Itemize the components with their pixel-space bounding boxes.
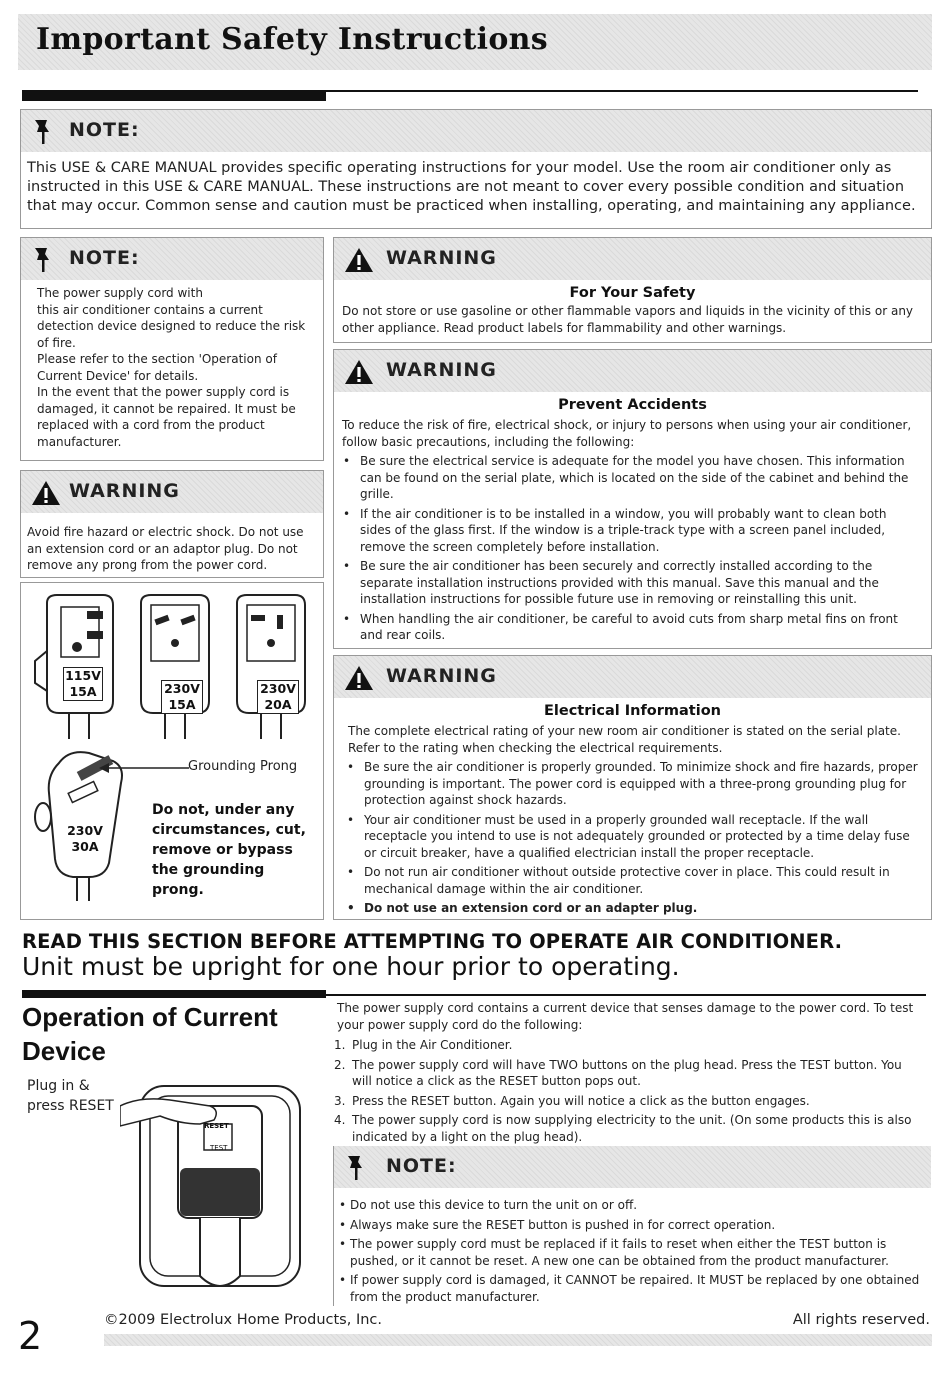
list-item: • Be sure the air conditioner is properly grounded. To minimize shock and fire hazards, proper grounding is important. The power cord is equipped with a three-prong grounding plug for protection against shock hazards. bbox=[342, 759, 920, 809]
operation-caption: Plug in & press RESET bbox=[27, 1078, 114, 1114]
warning-electrical-intro: The complete electrical rating of your new room air conditioner is stated on the serial plate. Refer to the rating when checking the electrical requirements. bbox=[348, 724, 901, 755]
list-item: • If power supply cord is damaged, it CANNOT be repaired. It MUST be replaced by one obtained from the product manufacturer. bbox=[334, 1272, 929, 1305]
step-text: The power supply cord is now supplying electricity to the unit. (On some products this is also indicated by a light on the plug head). bbox=[352, 1113, 912, 1144]
warning-electrical-header bbox=[334, 656, 931, 698]
note-left-line: Please refer to the section 'Operation of Current Device' for details. bbox=[37, 352, 277, 383]
plug-voltage: 230V bbox=[67, 823, 103, 838]
note-left-line: The power supply cord with bbox=[37, 286, 203, 300]
step-item bbox=[334, 1093, 924, 1110]
note-bottom-label: NOTE: bbox=[386, 1155, 457, 1177]
operation-title-2: Device bbox=[22, 1036, 106, 1066]
step-item bbox=[334, 1112, 924, 1145]
grounding-caution: Do not, under any circumstances, cut, remove or bypass the grounding prong. bbox=[152, 802, 306, 898]
note-left-panel bbox=[20, 237, 324, 461]
grounding-prong-label: Grounding Prong bbox=[188, 759, 298, 774]
warning-triangle-icon bbox=[31, 480, 61, 506]
plug-amperage: 15A bbox=[69, 684, 97, 699]
note-top-panel bbox=[20, 109, 932, 229]
list-item: • Your air conditioner must be used in a properly grounded wall receptacle. If the wall receptacle you intend to use is not adequately grounded or protected by a time delay fuse or circuit breaker, have a qualified electrician install the proper receptacle. bbox=[342, 812, 920, 862]
warning-electrical-label: WARNING bbox=[386, 665, 497, 687]
warning-electrical-title: Electrical Information bbox=[544, 703, 721, 719]
step-text: Plug in the Air Conditioner. bbox=[352, 1038, 513, 1052]
plug-115v-icon bbox=[29, 591, 125, 741]
step-number: 2. bbox=[334, 1057, 346, 1072]
banner-line-2: Unit must be upright for one hour prior to operating. bbox=[22, 952, 680, 981]
note-left-line: this air conditioner contains a current detection device designed to reduce the risk of fire. bbox=[37, 302, 306, 350]
pushpin-icon bbox=[344, 1152, 368, 1182]
note-left-line: In the event that the power supply cord is damaged, it cannot be repaired. It must be replaced with a cord from the product manufacturer. bbox=[37, 385, 296, 449]
note-left-header bbox=[21, 238, 323, 280]
warning-left-body: Avoid fire hazard or electric shock. Do not use an extension cord or an adaptor plug. Do not remove any prong from the power cord. bbox=[27, 525, 304, 572]
reset-label: RESET bbox=[204, 1122, 229, 1130]
plug-illustrations bbox=[20, 582, 324, 920]
note-left-body bbox=[37, 285, 317, 450]
title-rule-thick bbox=[22, 90, 326, 101]
list-item: • Be sure the air conditioner has been securely and correctly installed according to the separate installation instructions provided with this manual. Save this manual and the installation instructions for possible future use in removing or reinstalling this unit. bbox=[338, 558, 918, 608]
warning-accidents-label: WARNING bbox=[386, 359, 497, 381]
test-label: TEST bbox=[210, 1144, 228, 1152]
step-number: 4. bbox=[334, 1113, 346, 1127]
plug-amperage: 20A bbox=[264, 697, 292, 712]
note-bottom-list bbox=[334, 1197, 929, 1308]
list-item: • When handling the air conditioner, be careful to avoid cuts from sharp metal fins on front and rear coils. bbox=[338, 611, 918, 644]
warning-accidents-list bbox=[338, 453, 918, 647]
step-number: 1. bbox=[334, 1038, 346, 1052]
plug-230v-15a-icon bbox=[129, 591, 221, 741]
warning-left-label: WARNING bbox=[69, 480, 180, 502]
plug-voltage: 230V bbox=[260, 681, 296, 696]
warning-safety-body: Do not store or use gasoline or other flammable vapors and liquids in the vicinity of this or any other appliance. Read product labels for flammability and other warnings. bbox=[342, 304, 914, 335]
list-item: • Always make sure the RESET button is pushed in for correct operation. bbox=[334, 1217, 929, 1234]
page-number: 2 bbox=[18, 1314, 43, 1358]
note-top-body: This USE & CARE MANUAL provides specific operating instructions for your model. Use the room air conditioner only as instructed in this USE & CARE MANUAL. These instructions are not meant to cover every possible condition and situation that may occur. Common sense and caution must be practiced when installing, operating, and maintaining any appliance. bbox=[27, 160, 916, 214]
list-item: • Do not run air conditioner without outside protective cover in place. This could result in mechanical damage within the air conditioner. bbox=[342, 864, 920, 897]
warning-left-panel bbox=[20, 470, 324, 578]
list-item-bold: • Do not use an extension cord or an adapter plug. bbox=[342, 900, 920, 917]
step-text: The power supply cord will have TWO buttons on the plug head. Press the TEST button. You will notice a click as the RESET button pops out. bbox=[352, 1057, 902, 1088]
warning-electrical-panel bbox=[333, 655, 932, 920]
list-item: • Be sure the electrical service is adequate for the model you have chosen. This information can be found on the serial plate, which is located on the side of the cabinet and behind the grille. bbox=[338, 453, 918, 503]
plug-voltage: 230V bbox=[164, 681, 200, 696]
plug-230v-20a-rating bbox=[257, 680, 299, 714]
banner-line-1: READ THIS SECTION BEFORE ATTEMPTING TO OPERATE AIR CONDITIONER. bbox=[22, 930, 843, 953]
list-item: • If the air conditioner is to be installed in a window, you will probably want to clean both sides of the glass first. If the window is a triple-track type with a screen panel included, remove the screen completely before installation. bbox=[338, 506, 918, 556]
warning-triangle-icon bbox=[344, 247, 374, 273]
note-bottom-panel bbox=[333, 1146, 931, 1306]
operation-rule-thin bbox=[326, 994, 926, 996]
warning-accidents-intro: To reduce the risk of fire, electrical shock, or injury to persons when using your air conditioner, follow basic precautions, including the following: bbox=[342, 418, 912, 449]
warning-accidents-panel bbox=[333, 349, 932, 649]
note-top-header bbox=[21, 110, 931, 152]
list-item: • Do not use this device to turn the unit on or off. bbox=[334, 1197, 929, 1214]
pushpin-icon bbox=[31, 116, 55, 146]
plug-voltage: 115V bbox=[65, 668, 101, 683]
warning-safety-header bbox=[334, 238, 931, 280]
step-item bbox=[334, 1057, 924, 1090]
plug-230v-15a-rating bbox=[161, 680, 203, 714]
pushpin-icon bbox=[31, 244, 55, 274]
plug-amperage: 30A bbox=[71, 839, 99, 854]
warning-triangle-icon bbox=[344, 359, 374, 385]
plug-amperage: 15A bbox=[168, 697, 196, 712]
warning-electrical-list bbox=[342, 759, 920, 920]
operation-title-1: Operation of Current bbox=[22, 1002, 278, 1032]
page-title: Important Safety Instructions bbox=[36, 22, 548, 57]
note-left-label: NOTE: bbox=[69, 247, 140, 269]
footer-band bbox=[104, 1334, 932, 1346]
plug-115v-rating bbox=[63, 667, 103, 701]
step-item bbox=[334, 1037, 924, 1054]
warning-accidents-title: Prevent Accidents bbox=[558, 397, 707, 413]
footer-rights: All rights reserved. bbox=[792, 1312, 930, 1328]
note-top-label: NOTE: bbox=[69, 119, 140, 141]
warning-accidents-header bbox=[334, 350, 931, 392]
grounding-arrow-icon bbox=[99, 761, 189, 775]
warning-left-header bbox=[21, 471, 323, 513]
footer-copyright: ©2009 Electrolux Home Products, Inc. bbox=[104, 1312, 383, 1328]
step-text: Press the RESET button. Again you will notice a click as the button engages. bbox=[352, 1093, 810, 1108]
note-bottom-header bbox=[334, 1146, 931, 1188]
warning-safety-label: WARNING bbox=[386, 247, 497, 269]
plug-230v-20a-icon bbox=[227, 591, 317, 741]
warning-triangle-icon bbox=[344, 665, 374, 691]
warning-safety-panel bbox=[333, 237, 932, 343]
operation-rule-thick bbox=[22, 990, 326, 998]
title-rule-thin bbox=[326, 90, 918, 92]
reset-device-illustration bbox=[120, 1076, 320, 1296]
list-item: • The power supply cord must be replaced if it fails to reset when either the TEST button is pushed, or it cannot be reset. A new one can be obtained from the product manufacturer. bbox=[334, 1236, 929, 1269]
step-number: 3. bbox=[334, 1093, 346, 1108]
operation-intro: The power supply cord contains a current device that senses damage to the power cord. To test your power supply cord do the following: bbox=[337, 1001, 914, 1032]
operation-steps bbox=[334, 1037, 924, 1148]
plug-230v-30a-rating bbox=[65, 823, 105, 855]
warning-safety-title: For Your Safety bbox=[569, 285, 696, 301]
